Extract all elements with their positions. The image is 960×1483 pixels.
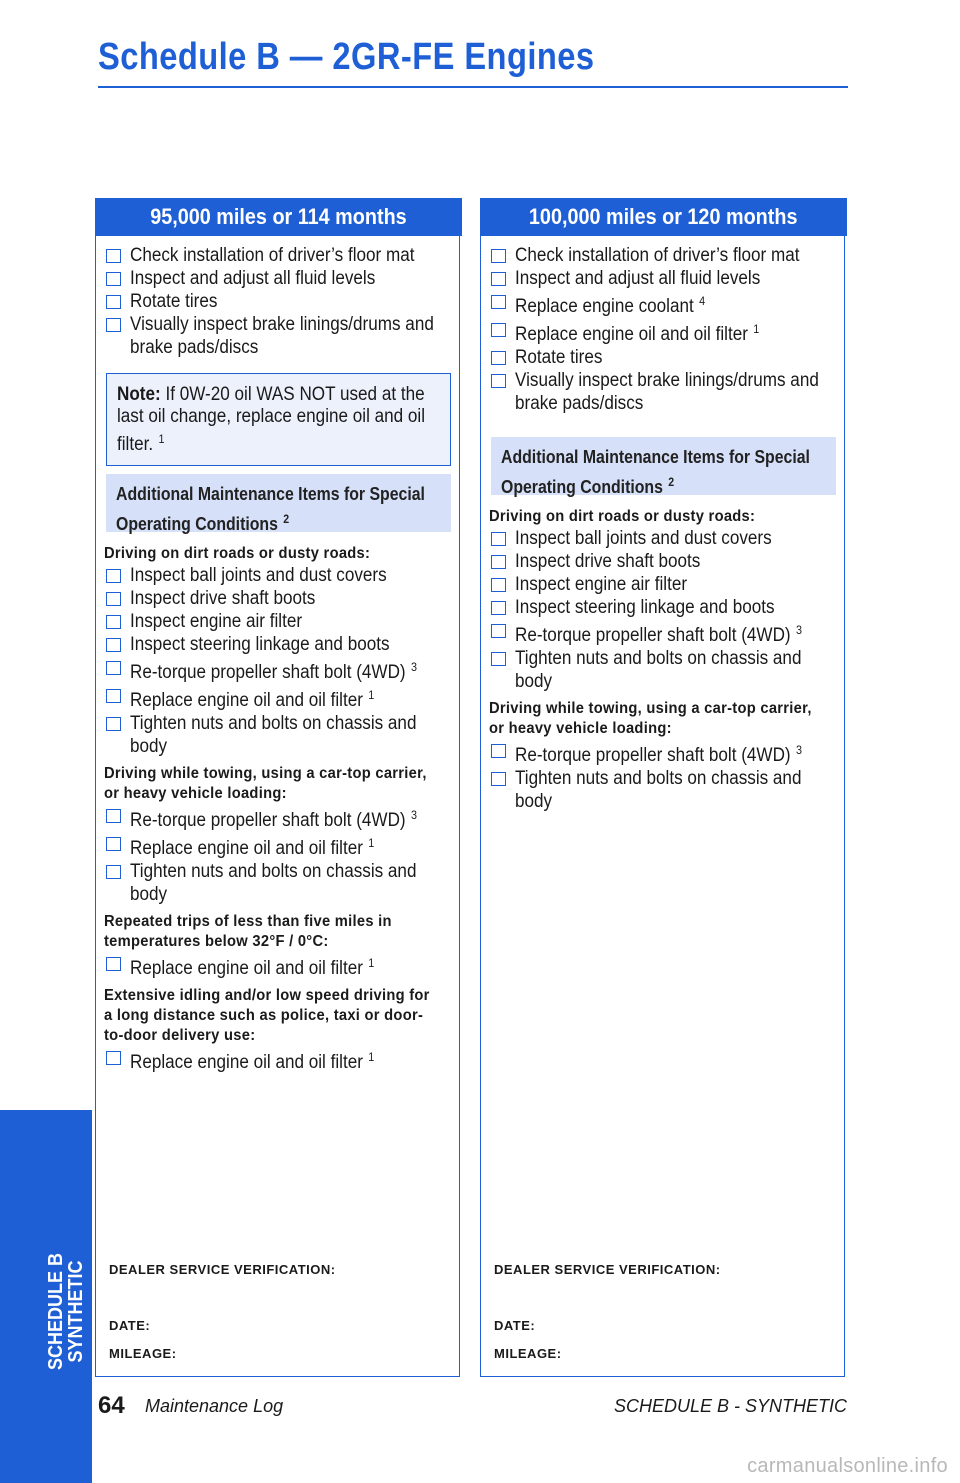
checklist-item: [104, 684, 454, 712]
checklist-item: [489, 596, 839, 619]
item-label: Inspect engine air filter: [515, 574, 688, 595]
checklist-item-text: [515, 647, 839, 693]
checklist-item-text: [515, 267, 760, 290]
condition-heading: [489, 699, 839, 739]
checklist-item-text: [515, 619, 802, 647]
checklist-item-text: [130, 587, 315, 610]
special-conditions-label: Additional Maintenance Items for Special Operating Conditions: [501, 447, 810, 497]
footnote-ref: 2: [668, 475, 675, 489]
checklist-item: [104, 290, 454, 313]
checkbox[interactable]: [106, 638, 121, 652]
checkbox[interactable]: [106, 569, 121, 583]
checklist-item-text: [130, 267, 375, 290]
checklist-item-text: [515, 527, 772, 550]
item-label: Rotate tires: [130, 291, 218, 312]
checkbox[interactable]: [491, 624, 506, 638]
item-label: Check installation of driver’s floor mat: [130, 245, 415, 266]
checklist-item: [104, 564, 454, 587]
interval-column-100000: [480, 198, 845, 1377]
item-label: Re-torque propeller shaft bolt (4WD): [515, 625, 791, 646]
date-label: DATE:: [109, 1318, 151, 1333]
item-label: Inspect drive shaft boots: [130, 588, 316, 609]
checkbox[interactable]: [106, 295, 121, 309]
checklist-item: [104, 610, 454, 633]
checklist-item: [104, 656, 454, 684]
checkbox[interactable]: [491, 744, 506, 758]
special-conditions-label: Additional Maintenance Items for Special Operating Conditions: [116, 484, 425, 534]
checklist-item-text: [515, 244, 799, 267]
checkbox[interactable]: [106, 865, 121, 879]
checklist-item-text: [130, 564, 387, 587]
checkbox[interactable]: [106, 957, 121, 971]
checklist-item-text: [130, 952, 374, 980]
checklist-item-text: [130, 656, 417, 684]
footnote-ref: 3: [411, 660, 418, 674]
checklist-item: [104, 952, 454, 980]
item-label: Replace engine oil and oil filter: [515, 324, 748, 345]
item-label: Tighten nuts and bolts on chassis and body: [130, 713, 417, 757]
checklist-item-text: [130, 633, 390, 656]
item-label: Check installation of driver’s floor mat: [515, 245, 800, 266]
checklist-item: [104, 587, 454, 610]
special-conditions-heading: [106, 474, 451, 532]
footnote-ref: 4: [699, 294, 706, 308]
checklist-item: [104, 860, 454, 906]
condition-heading: [104, 764, 454, 804]
interval-column-95000: [95, 198, 460, 1377]
checkbox[interactable]: [491, 249, 506, 263]
checklist-item: [489, 739, 839, 767]
special-conditions-text: [116, 482, 450, 537]
checkbox[interactable]: [106, 809, 121, 823]
checkbox[interactable]: [491, 351, 506, 365]
item-label: Inspect and adjust all fluid levels: [515, 268, 761, 289]
checkbox[interactable]: [491, 652, 506, 666]
checklist-item: [104, 804, 454, 832]
item-label: Inspect steering linkage and boots: [130, 634, 390, 655]
section-side-tab-label: [46, 1253, 86, 1370]
footnote-ref: 2: [283, 512, 290, 526]
condition-heading-text: Repeated trips of less than five miles in temperatures below 32°F / 0°C:: [104, 913, 392, 950]
item-label: Replace engine oil and oil filter: [130, 1052, 363, 1073]
mileage-label: MILEAGE:: [109, 1346, 177, 1361]
checkbox[interactable]: [491, 295, 506, 309]
checklist-item-text: [130, 1046, 374, 1074]
checklist-item-text: [130, 610, 302, 633]
page-number: 64: [98, 1392, 125, 1419]
checklist-item: [489, 573, 839, 596]
footnote-ref: 1: [368, 688, 375, 702]
special-conditions-heading: [491, 437, 836, 495]
checkbox[interactable]: [106, 661, 121, 675]
checkbox[interactable]: [106, 249, 121, 263]
item-label: Inspect ball joints and dust covers: [515, 528, 772, 549]
footnote-ref: 1: [368, 1050, 375, 1064]
checklist-item-text: [130, 684, 374, 712]
checklist-item-text: [515, 318, 759, 346]
condition-heading-text: Driving on dirt roads or dusty roads:: [489, 508, 756, 525]
checkbox[interactable]: [106, 837, 121, 851]
footnote-ref: 1: [368, 836, 375, 850]
item-label: Tighten nuts and bolts on chassis and body: [130, 861, 417, 905]
checkbox[interactable]: [106, 1051, 121, 1065]
footnote-ref: 1: [368, 956, 375, 970]
note-text: [117, 384, 450, 456]
item-label: Replace engine oil and oil filter: [130, 690, 363, 711]
checklist-item-text: [515, 346, 602, 369]
item-label: Inspect drive shaft boots: [515, 551, 701, 572]
checkbox[interactable]: [106, 689, 121, 703]
mileage-label: MILEAGE:: [494, 1346, 562, 1361]
note-label: Note:: [117, 384, 161, 405]
item-label: Tighten nuts and bolts on chassis and body: [515, 648, 802, 692]
checklist-item-text: [515, 573, 687, 596]
checkbox[interactable]: [491, 532, 506, 546]
checklist-item-text: [515, 290, 705, 318]
condition-heading: [104, 912, 454, 952]
checkbox[interactable]: [106, 615, 121, 629]
checkbox[interactable]: [491, 772, 506, 786]
footnote-ref: 1: [753, 322, 760, 336]
interval-header: 95,000 miles or 114 months: [95, 198, 462, 236]
checkbox[interactable]: [106, 272, 121, 286]
checkbox[interactable]: [491, 374, 506, 388]
dealer-verification-label: DEALER SERVICE VERIFICATION:: [494, 1262, 721, 1277]
item-label: Inspect steering linkage and boots: [515, 597, 775, 618]
footnote-ref: 1: [158, 432, 165, 446]
checklist-item-text: [130, 804, 417, 832]
checklist-item-text: [515, 739, 802, 767]
checkbox[interactable]: [491, 601, 506, 615]
side-tab-line-2: SYNTHETIC: [65, 1260, 87, 1363]
item-label: Replace engine oil and oil filter: [130, 958, 363, 979]
checklist-item: [489, 767, 839, 813]
footer-section-title: Maintenance Log: [145, 1396, 284, 1416]
watermark: carmanualsonline.info: [747, 1455, 948, 1477]
checkbox[interactable]: [491, 578, 506, 592]
checklist-item-text: [130, 313, 454, 359]
footer-schedule-label: SCHEDULE B - SYNTHETIC: [613, 1396, 847, 1416]
checklist-item-text: [130, 832, 374, 860]
checklist-item: [489, 369, 839, 415]
footnote-ref: 3: [411, 808, 418, 822]
interval-items: [104, 244, 454, 1074]
condition-heading-text: Driving while towing, using a car-top carrier, or heavy vehicle loading:: [489, 700, 812, 737]
checklist-item: [489, 527, 839, 550]
checklist-item-text: [515, 767, 839, 813]
checklist-item: [489, 267, 839, 290]
checklist-item: [104, 313, 454, 359]
condition-heading: [104, 986, 454, 1046]
page-title: Schedule B — 2GR-FE Engines: [98, 36, 595, 78]
checklist-item: [104, 244, 454, 267]
checkbox[interactable]: [491, 323, 506, 337]
checklist-item: [489, 619, 839, 647]
condition-heading-text: Driving while towing, using a car-top carrier, or heavy vehicle loading:: [104, 765, 427, 802]
special-conditions-text: [501, 445, 835, 500]
checklist-item: [489, 290, 839, 318]
checklist-item: [489, 647, 839, 693]
item-label: Re-torque propeller shaft bolt (4WD): [515, 745, 791, 766]
interval-items: [489, 244, 839, 813]
checkbox[interactable]: [106, 318, 121, 332]
footnote-ref: 3: [796, 743, 803, 757]
title-divider: [98, 86, 848, 88]
checkbox[interactable]: [491, 272, 506, 286]
checklist-item-text: [130, 290, 217, 313]
checklist-item: [104, 267, 454, 290]
dealer-verification-label: DEALER SERVICE VERIFICATION:: [109, 1262, 336, 1277]
condition-heading-text: Extensive idling and/or low speed driving for a long distance such as police, taxi or door-to-door delivery use:: [104, 987, 430, 1044]
side-tab-line-1: SCHEDULE B: [45, 1252, 67, 1370]
checkbox[interactable]: [106, 592, 121, 606]
checklist-item-text: [130, 712, 454, 758]
checklist-item: [104, 1046, 454, 1074]
item-label: Tighten nuts and bolts on chassis and body: [515, 768, 802, 812]
checklist-item: [489, 318, 839, 346]
item-label: Replace engine oil and oil filter: [130, 838, 363, 859]
checklist-item: [489, 346, 839, 369]
note-body: If 0W-20 oil WAS NOT used at the last oil change, replace engine oil and oil filter.: [117, 384, 426, 455]
date-label: DATE:: [494, 1318, 536, 1333]
checklist-item: [104, 633, 454, 656]
item-label: Replace engine coolant: [515, 296, 694, 317]
checklist-item-text: [130, 244, 414, 267]
note-box: [106, 373, 451, 466]
checklist-item: [104, 712, 454, 758]
checklist-item: [104, 832, 454, 860]
checklist-item-text: [515, 550, 700, 573]
condition-heading-text: Driving on dirt roads or dusty roads:: [104, 545, 371, 562]
item-label: Rotate tires: [515, 347, 603, 368]
condition-heading: [104, 544, 454, 564]
interval-header: 100,000 miles or 120 months: [480, 198, 847, 236]
checklist-item-text: [130, 860, 454, 906]
checklist-item-text: [515, 596, 775, 619]
checklist-item: [489, 244, 839, 267]
condition-heading: [489, 507, 839, 527]
item-label: Visually inspect brake linings/drums and brake pads/discs: [130, 314, 434, 358]
checkbox[interactable]: [106, 717, 121, 731]
footnote-ref: 3: [796, 623, 803, 637]
checkbox[interactable]: [491, 555, 506, 569]
checklist-item: [489, 550, 839, 573]
item-label: Inspect engine air filter: [130, 611, 303, 632]
checklist-item-text: [515, 369, 839, 415]
item-label: Visually inspect brake linings/drums and brake pads/discs: [515, 370, 819, 414]
item-label: Re-torque propeller shaft bolt (4WD): [130, 810, 406, 831]
item-label: Inspect ball joints and dust covers: [130, 565, 387, 586]
item-label: Inspect and adjust all fluid levels: [130, 268, 376, 289]
item-label: Re-torque propeller shaft bolt (4WD): [130, 662, 406, 683]
